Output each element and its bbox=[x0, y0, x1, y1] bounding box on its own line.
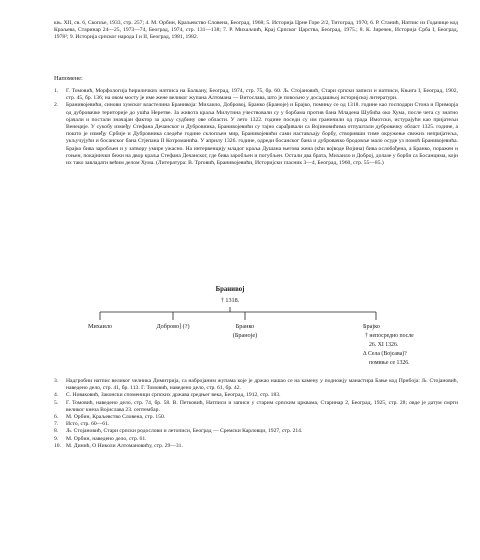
footnote-2 bbox=[54, 102, 458, 167]
footnote-text: С. Новаковић, Законски споменици српских држава средњег века, Београд, 1912, стр. 183. bbox=[66, 392, 281, 399]
tree-root-date: † 1318. bbox=[220, 297, 240, 304]
footnote-number: 4. bbox=[54, 392, 59, 399]
footnote-number: 1. bbox=[54, 88, 59, 94]
footnote-text: М. Орбин, Краљевство Словена, стр. 150. bbox=[66, 414, 166, 421]
footnote-text: Бранивојевићи, синови хумског властелина Бранивоја: Михаило, Добровој, Бранко (Бранојe) и Брајко, помињу се од 1318. године као господари Стона и Приморја од дубровачке територије до ушћа Неретве. За живота краља Милутина учествовали су у борбама против бана Младена Шубића око Хума, после чега су знатно ојачали и постали значајан фактор за даљу судбину ове области. У лето 1322. године поседи су им граничили од града Имотски, истурајући као пријатељи Венеције. У сукобу између Стефана Дечанског и Дубровника, Бранивојевићи су тајно сарађивали са Војиновићима отпуштали дубровачку област 1325. године, а пошто је између Србије и Дубровника следеће године склопљен мир, Бранивојевићи сами настављају борбу, створивши тиме окружење свежих непријатеља, укључујући и босанског бана Стјепана II Котроманића. У априлу 1326. године, одреди босанског бана и дубровачко бродовље мало осуде уз помоћ Бранивојевића. Брајко бива заробљен и у затвору умире ужасно. На интервенцију младог краља Душана његова жена (кћи војводе Војина) бива ослобођена, а Бранко, поражен и гоњен, покајнички бежи на двор краља Стефана Дечанског, где бива заробљен и погубљен. Остали два брата, Михаило и Доброј, долазе у борби са Босанцима, који их тако завладати већим делом Хума. (Литература: В. Трговић, Бранивојевићи, Историјски гласник 3—4, Београд, 1960, стр. 55—85.) bbox=[66, 102, 458, 167]
tree-child-brajko: Брајко bbox=[363, 323, 380, 330]
tree-child-dobrovoj: Доброво] (?) bbox=[156, 323, 190, 330]
footnote-text: М. Динић, О Николи Алтомановићу, стр. 29—31. bbox=[66, 442, 183, 449]
tree-child-brajko-death: † непосредно после bbox=[365, 333, 414, 339]
bibliography-continuation: књ. XII, св. 6, Скопље, 1933, стр. 257; 4. М. Орбин, Краљевство Словена, Београд, 1968; 5. Историја Црне Горе 2/2, Титоград, 1970; 6. Р. Станић, Натпис из Годачице код Краљева, Старинар 24—25, 1973—74, Београд, 1974, стр. 131—138; 7. Р. Михаљчић, Крај Српског Царства, Београд, 1975.; 8. К. Јиречек, Историја Срба I, Београд, 1978²; 9. Историја српског народа I и II, Београд, 1981, 1982. bbox=[54, 20, 458, 41]
footnote-1 bbox=[54, 88, 458, 102]
tree-child-brajko-spouse-note: помиње се 1326. bbox=[369, 360, 410, 366]
footnote-9 bbox=[54, 436, 458, 443]
footnote-number: 5. bbox=[54, 399, 59, 406]
footnote-text: Исто, стр. 60—61. bbox=[66, 421, 110, 428]
footnote-number: 2. bbox=[54, 102, 59, 109]
footnote-text: Љ. Стојановић, Стари српски родослови и летописи, Београд — Сремски Карловци, 1927, стр. 214. bbox=[66, 428, 303, 435]
footnote-number: 7. bbox=[54, 421, 59, 428]
footnote-5 bbox=[54, 400, 458, 414]
tree-root-name: Бранивој bbox=[215, 286, 245, 293]
footnote-text: Г. Томовић, Морфологија ћириличких натписа на Балкану, Београд, 1974, стр. 75, бр. 60. Љ. Стојановић, Стари српски записи и натписи, Књига I, Београд, 1902, стр. 45, бр. 136; на овом мосту је име жене великог жупана Алтомана — Витослава, што је повољно у досадашњој историјској литератури. bbox=[66, 88, 458, 102]
footnote-text: Г. Томовић, наведено дело, стр. 74, бр. 58. В. Петковић, Натписи и записи у старим српским црквама, Старинар 2, Београд, 1925, стр. 28; овде је датум смрти великог кнеза Војислава 23. септембар. bbox=[66, 399, 458, 413]
notes-list-bottom bbox=[54, 378, 458, 450]
footnote-number: 9. bbox=[54, 435, 59, 442]
footnote-6 bbox=[54, 414, 458, 421]
footnote-number: 6. bbox=[54, 414, 59, 421]
tree-child-brajko-date: 26. XI 1326. bbox=[369, 342, 399, 348]
footnote-10 bbox=[54, 443, 458, 450]
tree-child-brajko-spouse: ∆ Села (Војсава)? bbox=[363, 351, 407, 357]
notes-heading: Напомене: bbox=[54, 75, 83, 82]
footnote-4 bbox=[54, 392, 458, 399]
footnote-3 bbox=[54, 378, 458, 392]
footnote-number: 10. bbox=[54, 442, 61, 449]
tree-child-branko: Бранко bbox=[235, 323, 255, 330]
footnote-number: 3. bbox=[54, 378, 59, 384]
footnote-text: М. Орбин, наведено дело, стр. 61. bbox=[66, 435, 147, 442]
notes-list-top bbox=[54, 88, 458, 167]
tree-child-branko-alias: (Брaнojе) bbox=[232, 332, 258, 339]
footnote-8 bbox=[54, 428, 458, 435]
footnote-text: Надгробни натпис великог челника Димитрија, са набројаним жупама које је држао нашао се на камену у подножју манастира Бање код Прибоја: Љ. Стојановић, наведено дело, стр. 41, бр. 113. Г. Томовић, наведено дело, стр. 61, бр. 42. bbox=[66, 378, 458, 392]
tree-child-mihailo: Михаило bbox=[87, 323, 113, 330]
footnote-number: 8. bbox=[54, 428, 59, 435]
